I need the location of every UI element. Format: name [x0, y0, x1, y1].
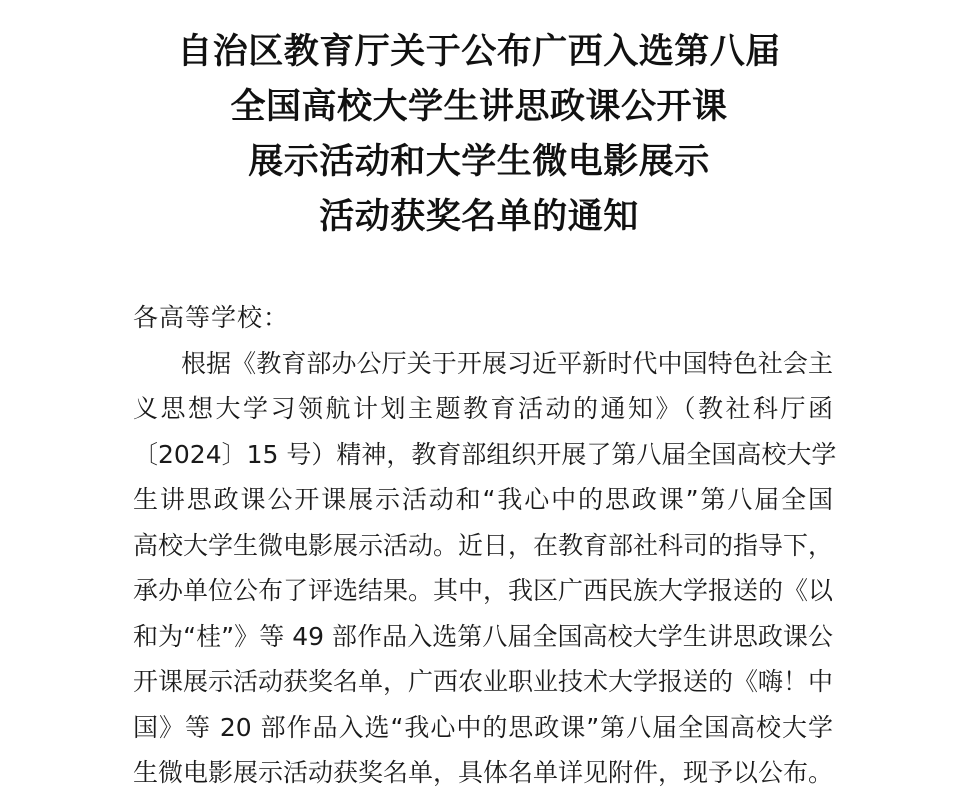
- paragraph-line-10: 生微电影展示活动获奖名单，具体名单详见附件，现予以公布。: [133, 758, 834, 787]
- title-line-2: 全国高校大学生讲思政课公开课: [230, 86, 728, 127]
- salutation: 各高等学校：: [133, 303, 290, 332]
- paragraph-line-6: 承办单位公布了评选结果。其中，我区广西民族大学报送的《以: [133, 576, 834, 605]
- paragraph-line-5: 高校大学生微电影展示活动。近日，在教育部社科司的指导下，: [133, 530, 834, 560]
- paragraph-line-1: 根据《教育部办公厅关于开展习近平新时代中国特色社会主: [181, 348, 833, 378]
- title-line-3: 展示活动和大学生微电影展示: [248, 141, 710, 182]
- title-line-4: 活动获奖名单的通知: [319, 196, 639, 237]
- paragraph-line-7: 和为“桂”》等 49 部作品入选第八届全国高校大学生讲思政课公: [133, 621, 833, 651]
- title-line-1: 自治区教育厅关于公布广西入选第八届: [177, 31, 781, 72]
- paragraph-line-3: 〔2024〕15 号）精神，教育部组织开展了第八届全国高校大学: [133, 439, 837, 469]
- document-title: [0, 24, 958, 244]
- paragraph-line-8: 开课展示活动获奖名单，广西农业职业技术大学报送的《嗨！中: [133, 667, 834, 696]
- paragraph-line-9: 国》等 20 部作品入选“我心中的思政课”第八届全国高校大学: [133, 712, 833, 742]
- paragraph-line-2: 义思想大学习领航计划主题教育活动的通知》（教社科厅函: [133, 394, 833, 423]
- document-body: [133, 295, 837, 796]
- paragraph-line-4: 生讲思政课公开课展示活动和“我心中的思政课”第八届全国: [133, 485, 833, 514]
